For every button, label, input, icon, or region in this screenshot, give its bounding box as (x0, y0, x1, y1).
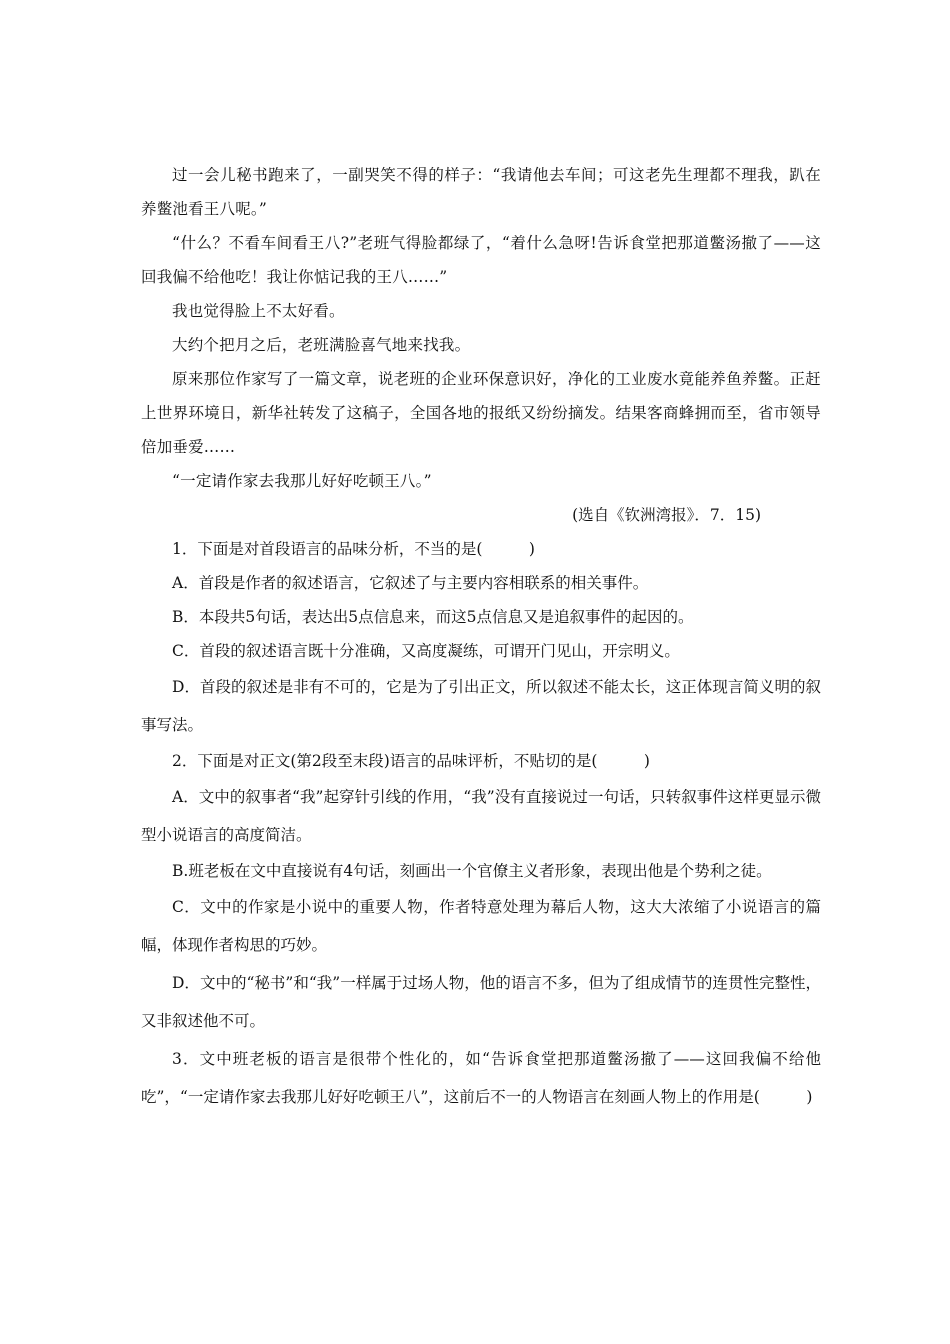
question-option: D．文中的“秘书”和“我”一样属于过场人物，他的语言不多，但为了组成情节的连贯性完整性，又非叙述他不可。 (141, 974, 821, 1030)
story-paragraph: 原来那位作家写了一篇文章，说老班的企业环保意识好，净化的工业废水竟能养鱼养鳖。正赶上世界环境日，新华社转发了这稿子，全国各地的报纸又纷纷摘发。结果客商蜂拥而至，省市领导倍加垂爱…… (141, 370, 821, 456)
question-option: B．本段共5句话，表达出5点信息来，而这5点信息又是追叙事件的起因的。 (172, 608, 694, 626)
question-option: A．首段是作者的叙述语言，它叙述了与主要内容相联系的相关事件。 (172, 574, 649, 592)
story-paragraph: “什么？不看车间看王八?”老班气得脸都绿了，“着什么急呀!告诉食堂把那道鳖汤撤了——这回我偏不给他吃！我让你惦记我的王八……” (141, 234, 821, 286)
story-paragraph: “一定请作家去我那儿好好吃顿王八。” (172, 472, 432, 490)
document-body (141, 158, 821, 1116)
story-paragraph: 我也觉得脸上不太好看。 (172, 302, 345, 320)
question-stem: 2．下面是对正文(第2段至末段)语言的品味评析，不贴切的是( ) (172, 752, 650, 770)
question-stem: 3．文中班老板的语言是很带个性化的，如“告诉食堂把那道鳖汤撤了——这回我偏不给他吃”，“一定请作家去我那儿好好吃顿王八”，这前后不一的人物语言在刻画人物上的作用是( ) (141, 1050, 821, 1106)
question-stem: 1．下面是对首段语言的品味分析，不当的是( ) (172, 540, 535, 558)
story-paragraph: 大约个把月之后，老班满脸喜气地来找我。 (172, 336, 471, 354)
question-option: C．首段的叙述语言既十分准确，又高度凝练，可谓开门见山，开宗明义。 (172, 642, 680, 660)
question-option: A．文中的叙事者“我”起穿针引线的作用，“我”没有直接说过一句话，只转叙事件这样更显示微型小说语言的高度简洁。 (141, 788, 821, 844)
question-option: B.班老板在文中直接说有4句话，刻画出一个官僚主义者形象，表现出他是个势利之徒。 (172, 862, 772, 880)
story-paragraph: 过一会儿秘书跑来了，一副哭笑不得的样子：“我请他去车间；可这老先生理都不理我，趴在养鳖池看王八呢。” (141, 166, 821, 218)
story-source: (选自《钦洲湾报》．7．15) (572, 506, 761, 524)
question-option: C．文中的作家是小说中的重要人物，作者特意处理为幕后人物，这大大浓缩了小说语言的篇幅，体现作者构思的巧妙。 (141, 898, 821, 954)
question-option: D．首段的叙述是非有不可的，它是为了引出正文，所以叙述不能太长，这正体现言简义明的叙事写法。 (141, 678, 821, 734)
